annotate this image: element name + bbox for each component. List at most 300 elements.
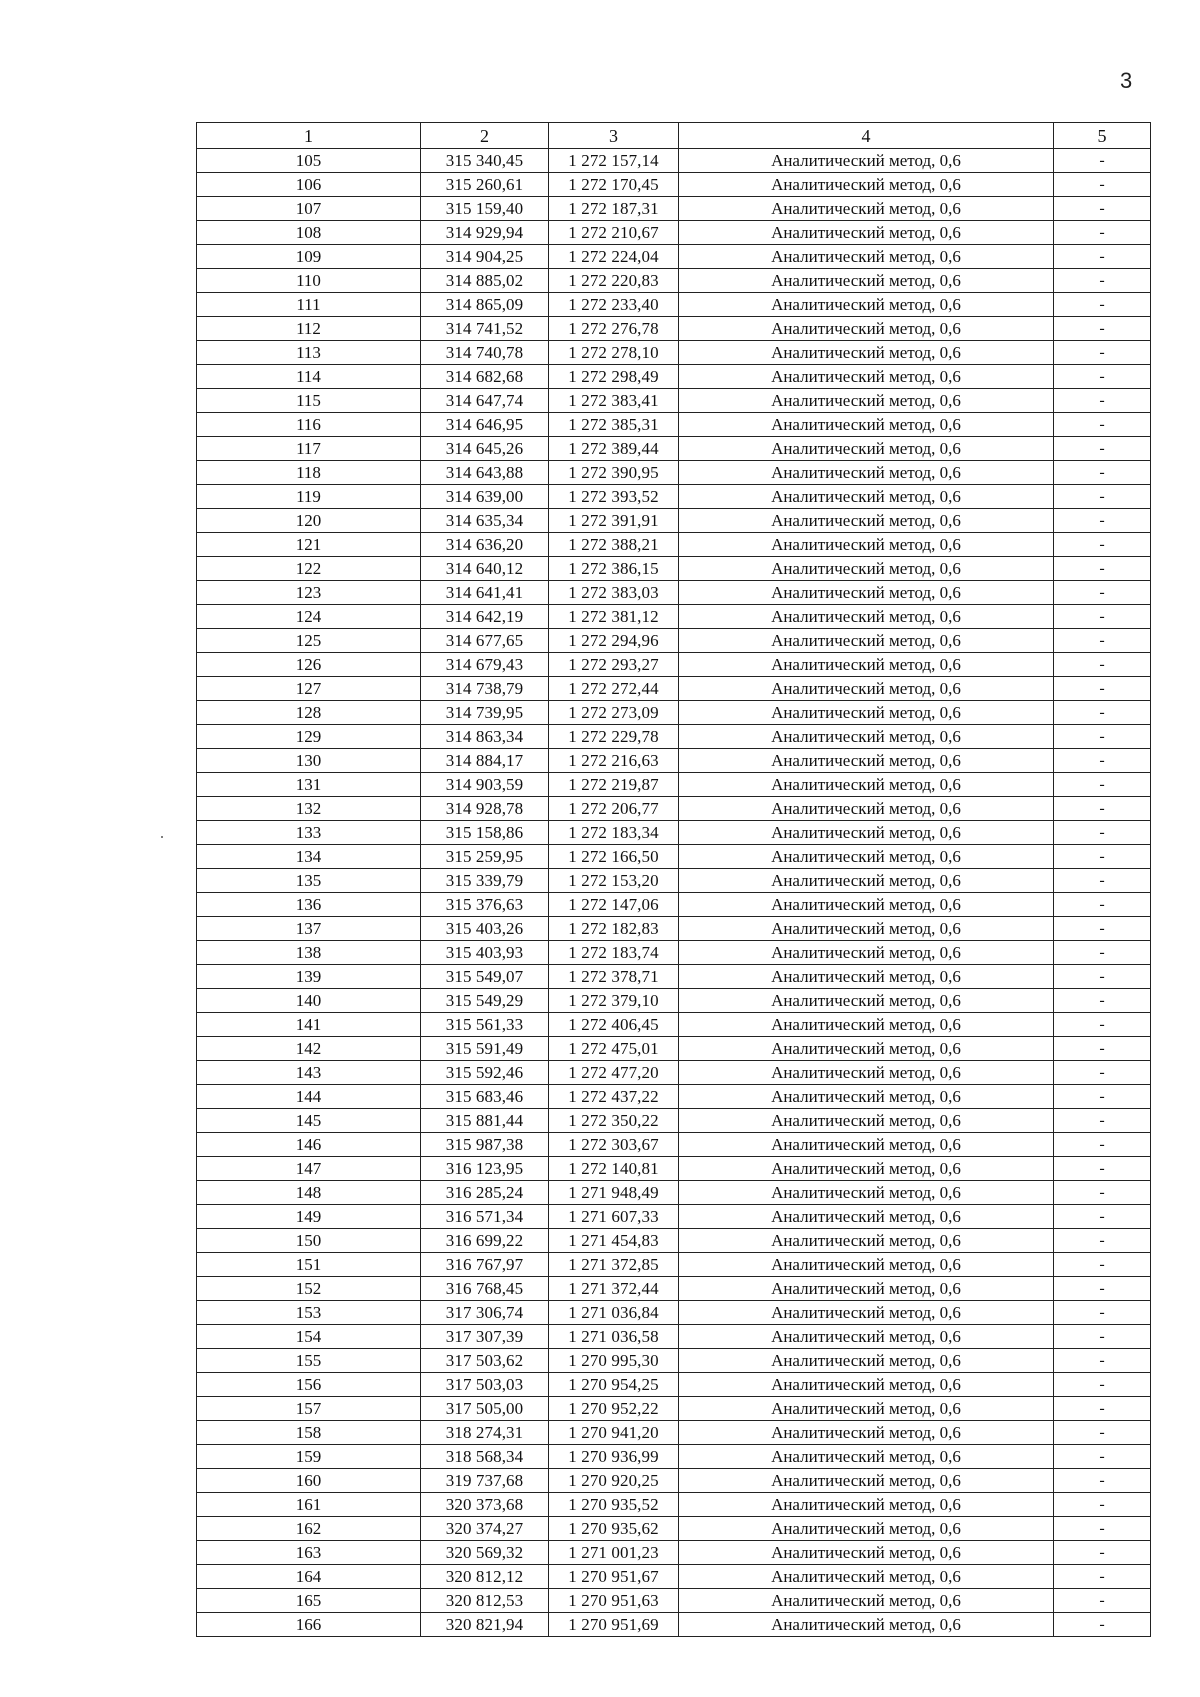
y-coordinate-cell: 1 272 229,78 [549,725,679,749]
y-coordinate-cell: 1 272 383,03 [549,581,679,605]
table-row [197,365,1151,389]
note-cell: - [1054,365,1151,389]
note-cell: - [1054,1469,1151,1493]
point-number-cell: 114 [197,365,421,389]
method-cell: Аналитический метод, 0,6 [679,269,1054,293]
table-row [197,1541,1151,1565]
note-cell: - [1054,1613,1151,1637]
note-cell: - [1054,437,1151,461]
y-coordinate-cell: 1 272 272,44 [549,677,679,701]
y-coordinate-cell: 1 271 036,84 [549,1301,679,1325]
x-coordinate-cell: 314 738,79 [421,677,549,701]
x-coordinate-cell: 314 928,78 [421,797,549,821]
table-row [197,1037,1151,1061]
point-number-cell: 108 [197,221,421,245]
point-number-cell: 163 [197,1541,421,1565]
method-cell: Аналитический метод, 0,6 [679,629,1054,653]
method-cell: Аналитический метод, 0,6 [679,389,1054,413]
method-cell: Аналитический метод, 0,6 [679,1085,1054,1109]
x-coordinate-cell: 315 403,26 [421,917,549,941]
method-cell: Аналитический метод, 0,6 [679,437,1054,461]
x-coordinate-cell: 320 374,27 [421,1517,549,1541]
table-row [197,917,1151,941]
y-coordinate-cell: 1 272 391,91 [549,509,679,533]
note-cell: - [1054,1229,1151,1253]
x-coordinate-cell: 317 503,03 [421,1373,549,1397]
x-coordinate-cell: 317 307,39 [421,1325,549,1349]
header-cell-3: 3 [549,123,679,149]
note-cell: - [1054,197,1151,221]
table-row [197,1277,1151,1301]
x-coordinate-cell: 314 903,59 [421,773,549,797]
point-number-cell: 144 [197,1085,421,1109]
table-row [197,533,1151,557]
table-row [197,821,1151,845]
note-cell: - [1054,1349,1151,1373]
x-coordinate-cell: 316 571,34 [421,1205,549,1229]
x-coordinate-cell: 315 376,63 [421,893,549,917]
note-cell: - [1054,461,1151,485]
y-coordinate-cell: 1 271 372,44 [549,1277,679,1301]
note-cell: - [1054,317,1151,341]
method-cell: Аналитический метод, 0,6 [679,1205,1054,1229]
note-cell: - [1054,629,1151,653]
point-number-cell: 147 [197,1157,421,1181]
point-number-cell: 143 [197,1061,421,1085]
table-row [197,653,1151,677]
table-row [197,413,1151,437]
y-coordinate-cell: 1 272 183,74 [549,941,679,965]
x-coordinate-cell: 315 549,29 [421,989,549,1013]
y-coordinate-cell: 1 272 170,45 [549,173,679,197]
x-coordinate-cell: 314 635,34 [421,509,549,533]
point-number-cell: 120 [197,509,421,533]
x-coordinate-cell: 314 739,95 [421,701,549,725]
method-cell: Аналитический метод, 0,6 [679,605,1054,629]
x-coordinate-cell: 315 591,49 [421,1037,549,1061]
y-coordinate-cell: 1 272 140,81 [549,1157,679,1181]
y-coordinate-cell: 1 271 001,23 [549,1541,679,1565]
table-row [197,677,1151,701]
y-coordinate-cell: 1 270 951,67 [549,1565,679,1589]
note-cell: - [1054,1013,1151,1037]
y-coordinate-cell: 1 272 437,22 [549,1085,679,1109]
note-cell: - [1054,965,1151,989]
method-cell: Аналитический метод, 0,6 [679,893,1054,917]
method-cell: Аналитический метод, 0,6 [679,749,1054,773]
page-number: 3 [1120,68,1133,93]
y-coordinate-cell: 1 272 385,31 [549,413,679,437]
table-row [197,1253,1151,1277]
method-cell: Аналитический метод, 0,6 [679,1109,1054,1133]
note-cell: - [1054,677,1151,701]
note-cell: - [1054,581,1151,605]
y-coordinate-cell: 1 271 036,58 [549,1325,679,1349]
table-row [197,1229,1151,1253]
point-number-cell: 135 [197,869,421,893]
method-cell: Аналитический метод, 0,6 [679,1349,1054,1373]
y-coordinate-cell: 1 272 182,83 [549,917,679,941]
y-coordinate-cell: 1 272 219,87 [549,773,679,797]
point-number-cell: 155 [197,1349,421,1373]
x-coordinate-cell: 315 159,40 [421,197,549,221]
x-coordinate-cell: 314 740,78 [421,341,549,365]
note-cell: - [1054,149,1151,173]
y-coordinate-cell: 1 272 278,10 [549,341,679,365]
x-coordinate-cell: 314 636,20 [421,533,549,557]
x-coordinate-cell: 318 568,34 [421,1445,549,1469]
point-number-cell: 121 [197,533,421,557]
y-coordinate-cell: 1 272 294,96 [549,629,679,653]
method-cell: Аналитический метод, 0,6 [679,1373,1054,1397]
y-coordinate-cell: 1 270 936,99 [549,1445,679,1469]
point-number-cell: 130 [197,749,421,773]
method-cell: Аналитический метод, 0,6 [679,413,1054,437]
table-row [197,1589,1151,1613]
point-number-cell: 107 [197,197,421,221]
x-coordinate-cell: 318 274,31 [421,1421,549,1445]
note-cell: - [1054,1589,1151,1613]
table-row [197,293,1151,317]
method-cell: Аналитический метод, 0,6 [679,1493,1054,1517]
point-number-cell: 112 [197,317,421,341]
method-cell: Аналитический метод, 0,6 [679,965,1054,989]
x-coordinate-cell: 315 549,07 [421,965,549,989]
note-cell: - [1054,1157,1151,1181]
method-cell: Аналитический метод, 0,6 [679,1517,1054,1541]
table-row [197,1157,1151,1181]
y-coordinate-cell: 1 272 378,71 [549,965,679,989]
point-number-cell: 166 [197,1613,421,1637]
point-number-cell: 122 [197,557,421,581]
table-row [197,461,1151,485]
method-cell: Аналитический метод, 0,6 [679,797,1054,821]
x-coordinate-cell: 317 306,74 [421,1301,549,1325]
point-number-cell: 154 [197,1325,421,1349]
x-coordinate-cell: 315 881,44 [421,1109,549,1133]
y-coordinate-cell: 1 272 381,12 [549,605,679,629]
x-coordinate-cell: 316 699,22 [421,1229,549,1253]
method-cell: Аналитический метод, 0,6 [679,509,1054,533]
note-cell: - [1054,893,1151,917]
point-number-cell: 126 [197,653,421,677]
x-coordinate-cell: 314 741,52 [421,317,549,341]
note-cell: - [1054,221,1151,245]
note-cell: - [1054,749,1151,773]
point-number-cell: 127 [197,677,421,701]
y-coordinate-cell: 1 271 454,83 [549,1229,679,1253]
x-coordinate-cell: 315 683,46 [421,1085,549,1109]
x-coordinate-cell: 316 768,45 [421,1277,549,1301]
point-number-cell: 165 [197,1589,421,1613]
method-cell: Аналитический метод, 0,6 [679,173,1054,197]
point-number-cell: 160 [197,1469,421,1493]
note-cell: - [1054,1373,1151,1397]
method-cell: Аналитический метод, 0,6 [679,245,1054,269]
method-cell: Аналитический метод, 0,6 [679,1301,1054,1325]
y-coordinate-cell: 1 272 406,45 [549,1013,679,1037]
note-cell: - [1054,725,1151,749]
method-cell: Аналитический метод, 0,6 [679,581,1054,605]
table-row [197,1469,1151,1493]
x-coordinate-cell: 316 767,97 [421,1253,549,1277]
x-coordinate-cell: 315 403,93 [421,941,549,965]
point-number-cell: 156 [197,1373,421,1397]
point-number-cell: 138 [197,941,421,965]
table-row [197,389,1151,413]
note-cell: - [1054,989,1151,1013]
point-number-cell: 152 [197,1277,421,1301]
table-row [197,701,1151,725]
table-body [197,149,1151,1637]
table-row [197,1517,1151,1541]
method-cell: Аналитический метод, 0,6 [679,917,1054,941]
point-number-cell: 128 [197,701,421,725]
table-row [197,1349,1151,1373]
method-cell: Аналитический метод, 0,6 [679,1565,1054,1589]
x-coordinate-cell: 320 373,68 [421,1493,549,1517]
x-coordinate-cell: 314 884,17 [421,749,549,773]
y-coordinate-cell: 1 272 147,06 [549,893,679,917]
point-number-cell: 117 [197,437,421,461]
x-coordinate-cell: 314 646,95 [421,413,549,437]
note-cell: - [1054,1253,1151,1277]
point-number-cell: 164 [197,1565,421,1589]
x-coordinate-cell: 315 158,86 [421,821,549,845]
table-row [197,1085,1151,1109]
note-cell: - [1054,1061,1151,1085]
table-row [197,485,1151,509]
x-coordinate-cell: 314 929,94 [421,221,549,245]
y-coordinate-cell: 1 270 935,52 [549,1493,679,1517]
method-cell: Аналитический метод, 0,6 [679,1157,1054,1181]
method-cell: Аналитический метод, 0,6 [679,533,1054,557]
note-cell: - [1054,845,1151,869]
y-coordinate-cell: 1 272 153,20 [549,869,679,893]
point-number-cell: 150 [197,1229,421,1253]
method-cell: Аналитический метод, 0,6 [679,149,1054,173]
x-coordinate-cell: 320 812,53 [421,1589,549,1613]
note-cell: - [1054,557,1151,581]
note-cell: - [1054,1325,1151,1349]
x-coordinate-cell: 314 863,34 [421,725,549,749]
x-coordinate-cell: 319 737,68 [421,1469,549,1493]
y-coordinate-cell: 1 272 383,41 [549,389,679,413]
point-number-cell: 113 [197,341,421,365]
table-row [197,893,1151,917]
table-row [197,797,1151,821]
x-coordinate-cell: 315 987,38 [421,1133,549,1157]
coordinates-table [196,122,1151,1637]
table-row [197,1445,1151,1469]
method-cell: Аналитический метод, 0,6 [679,1325,1054,1349]
y-coordinate-cell: 1 270 920,25 [549,1469,679,1493]
note-cell: - [1054,1205,1151,1229]
table-row [197,581,1151,605]
method-cell: Аналитический метод, 0,6 [679,317,1054,341]
x-coordinate-cell: 315 259,95 [421,845,549,869]
point-number-cell: 145 [197,1109,421,1133]
point-number-cell: 132 [197,797,421,821]
table-row [197,1133,1151,1157]
point-number-cell: 123 [197,581,421,605]
y-coordinate-cell: 1 271 948,49 [549,1181,679,1205]
note-cell: - [1054,341,1151,365]
y-coordinate-cell: 1 270 951,63 [549,1589,679,1613]
table-row [197,845,1151,869]
header-cell-5: 5 [1054,123,1151,149]
table-row [197,1109,1151,1133]
y-coordinate-cell: 1 272 389,44 [549,437,679,461]
method-cell: Аналитический метод, 0,6 [679,653,1054,677]
method-cell: Аналитический метод, 0,6 [679,701,1054,725]
method-cell: Аналитический метод, 0,6 [679,1061,1054,1085]
note-cell: - [1054,173,1151,197]
point-number-cell: 136 [197,893,421,917]
table-row [197,629,1151,653]
method-cell: Аналитический метод, 0,6 [679,365,1054,389]
x-coordinate-cell: 315 339,79 [421,869,549,893]
point-number-cell: 153 [197,1301,421,1325]
y-coordinate-cell: 1 272 303,67 [549,1133,679,1157]
y-coordinate-cell: 1 272 166,50 [549,845,679,869]
note-cell: - [1054,245,1151,269]
note-cell: - [1054,821,1151,845]
table-row [197,557,1151,581]
y-coordinate-cell: 1 272 187,31 [549,197,679,221]
note-cell: - [1054,1397,1151,1421]
note-cell: - [1054,1181,1151,1205]
x-coordinate-cell: 315 561,33 [421,1013,549,1037]
x-coordinate-cell: 317 503,62 [421,1349,549,1373]
point-number-cell: 140 [197,989,421,1013]
point-number-cell: 105 [197,149,421,173]
method-cell: Аналитический метод, 0,6 [679,845,1054,869]
table-row [197,221,1151,245]
y-coordinate-cell: 1 272 477,20 [549,1061,679,1085]
table-row [197,1013,1151,1037]
y-coordinate-cell: 1 271 607,33 [549,1205,679,1229]
x-coordinate-cell: 314 639,00 [421,485,549,509]
x-coordinate-cell: 320 569,32 [421,1541,549,1565]
x-coordinate-cell: 314 643,88 [421,461,549,485]
note-cell: - [1054,605,1151,629]
table-row [197,437,1151,461]
y-coordinate-cell: 1 272 390,95 [549,461,679,485]
x-coordinate-cell: 314 640,12 [421,557,549,581]
table-row [197,773,1151,797]
method-cell: Аналитический метод, 0,6 [679,773,1054,797]
x-coordinate-cell: 316 123,95 [421,1157,549,1181]
y-coordinate-cell: 1 270 941,20 [549,1421,679,1445]
table-row [197,341,1151,365]
point-number-cell: 111 [197,293,421,317]
x-coordinate-cell: 315 260,61 [421,173,549,197]
note-cell: - [1054,533,1151,557]
header-cell-4: 4 [679,123,1054,149]
note-cell: - [1054,1277,1151,1301]
point-number-cell: 151 [197,1253,421,1277]
note-cell: - [1054,773,1151,797]
header-cell-2: 2 [421,123,549,149]
table-row [197,149,1151,173]
x-coordinate-cell: 314 904,25 [421,245,549,269]
point-number-cell: 134 [197,845,421,869]
x-coordinate-cell: 317 505,00 [421,1397,549,1421]
point-number-cell: 109 [197,245,421,269]
method-cell: Аналитический метод, 0,6 [679,1037,1054,1061]
method-cell: Аналитический метод, 0,6 [679,989,1054,1013]
point-number-cell: 115 [197,389,421,413]
x-coordinate-cell: 314 642,19 [421,605,549,629]
y-coordinate-cell: 1 270 995,30 [549,1349,679,1373]
table-row [197,1301,1151,1325]
y-coordinate-cell: 1 272 293,27 [549,653,679,677]
point-number-cell: 146 [197,1133,421,1157]
point-number-cell: 133 [197,821,421,845]
method-cell: Аналитический метод, 0,6 [679,941,1054,965]
y-coordinate-cell: 1 271 372,85 [549,1253,679,1277]
note-cell: - [1054,293,1151,317]
note-cell: - [1054,917,1151,941]
x-coordinate-cell: 314 679,43 [421,653,549,677]
table-row [197,1061,1151,1085]
y-coordinate-cell: 1 270 954,25 [549,1373,679,1397]
method-cell: Аналитический метод, 0,6 [679,293,1054,317]
note-cell: - [1054,1517,1151,1541]
note-cell: - [1054,269,1151,293]
point-number-cell: 131 [197,773,421,797]
method-cell: Аналитический метод, 0,6 [679,1469,1054,1493]
x-coordinate-cell: 315 592,46 [421,1061,549,1085]
y-coordinate-cell: 1 272 388,21 [549,533,679,557]
table-row [197,173,1151,197]
x-coordinate-cell: 314 647,74 [421,389,549,413]
table-row [197,965,1151,989]
point-number-cell: 119 [197,485,421,509]
x-coordinate-cell: 315 340,45 [421,149,549,173]
point-number-cell: 142 [197,1037,421,1061]
table-row [197,1613,1151,1637]
table-row [197,869,1151,893]
x-coordinate-cell: 320 812,12 [421,1565,549,1589]
table-row [197,509,1151,533]
table-header [197,123,1151,149]
method-cell: Аналитический метод, 0,6 [679,1541,1054,1565]
table-row [197,317,1151,341]
method-cell: Аналитический метод, 0,6 [679,197,1054,221]
note-cell: - [1054,389,1151,413]
method-cell: Аналитический метод, 0,6 [679,1421,1054,1445]
y-coordinate-cell: 1 270 935,62 [549,1517,679,1541]
table-row [197,1397,1151,1421]
note-cell: - [1054,653,1151,677]
method-cell: Аналитический метод, 0,6 [679,1277,1054,1301]
note-cell: - [1054,509,1151,533]
point-number-cell: 116 [197,413,421,437]
note-cell: - [1054,1565,1151,1589]
table-row [197,1325,1151,1349]
table-row [197,1565,1151,1589]
point-number-cell: 157 [197,1397,421,1421]
point-number-cell: 110 [197,269,421,293]
method-cell: Аналитический метод, 0,6 [679,1589,1054,1613]
point-number-cell: 139 [197,965,421,989]
point-number-cell: 106 [197,173,421,197]
x-coordinate-cell: 314 885,02 [421,269,549,293]
y-coordinate-cell: 1 272 206,77 [549,797,679,821]
method-cell: Аналитический метод, 0,6 [679,1253,1054,1277]
